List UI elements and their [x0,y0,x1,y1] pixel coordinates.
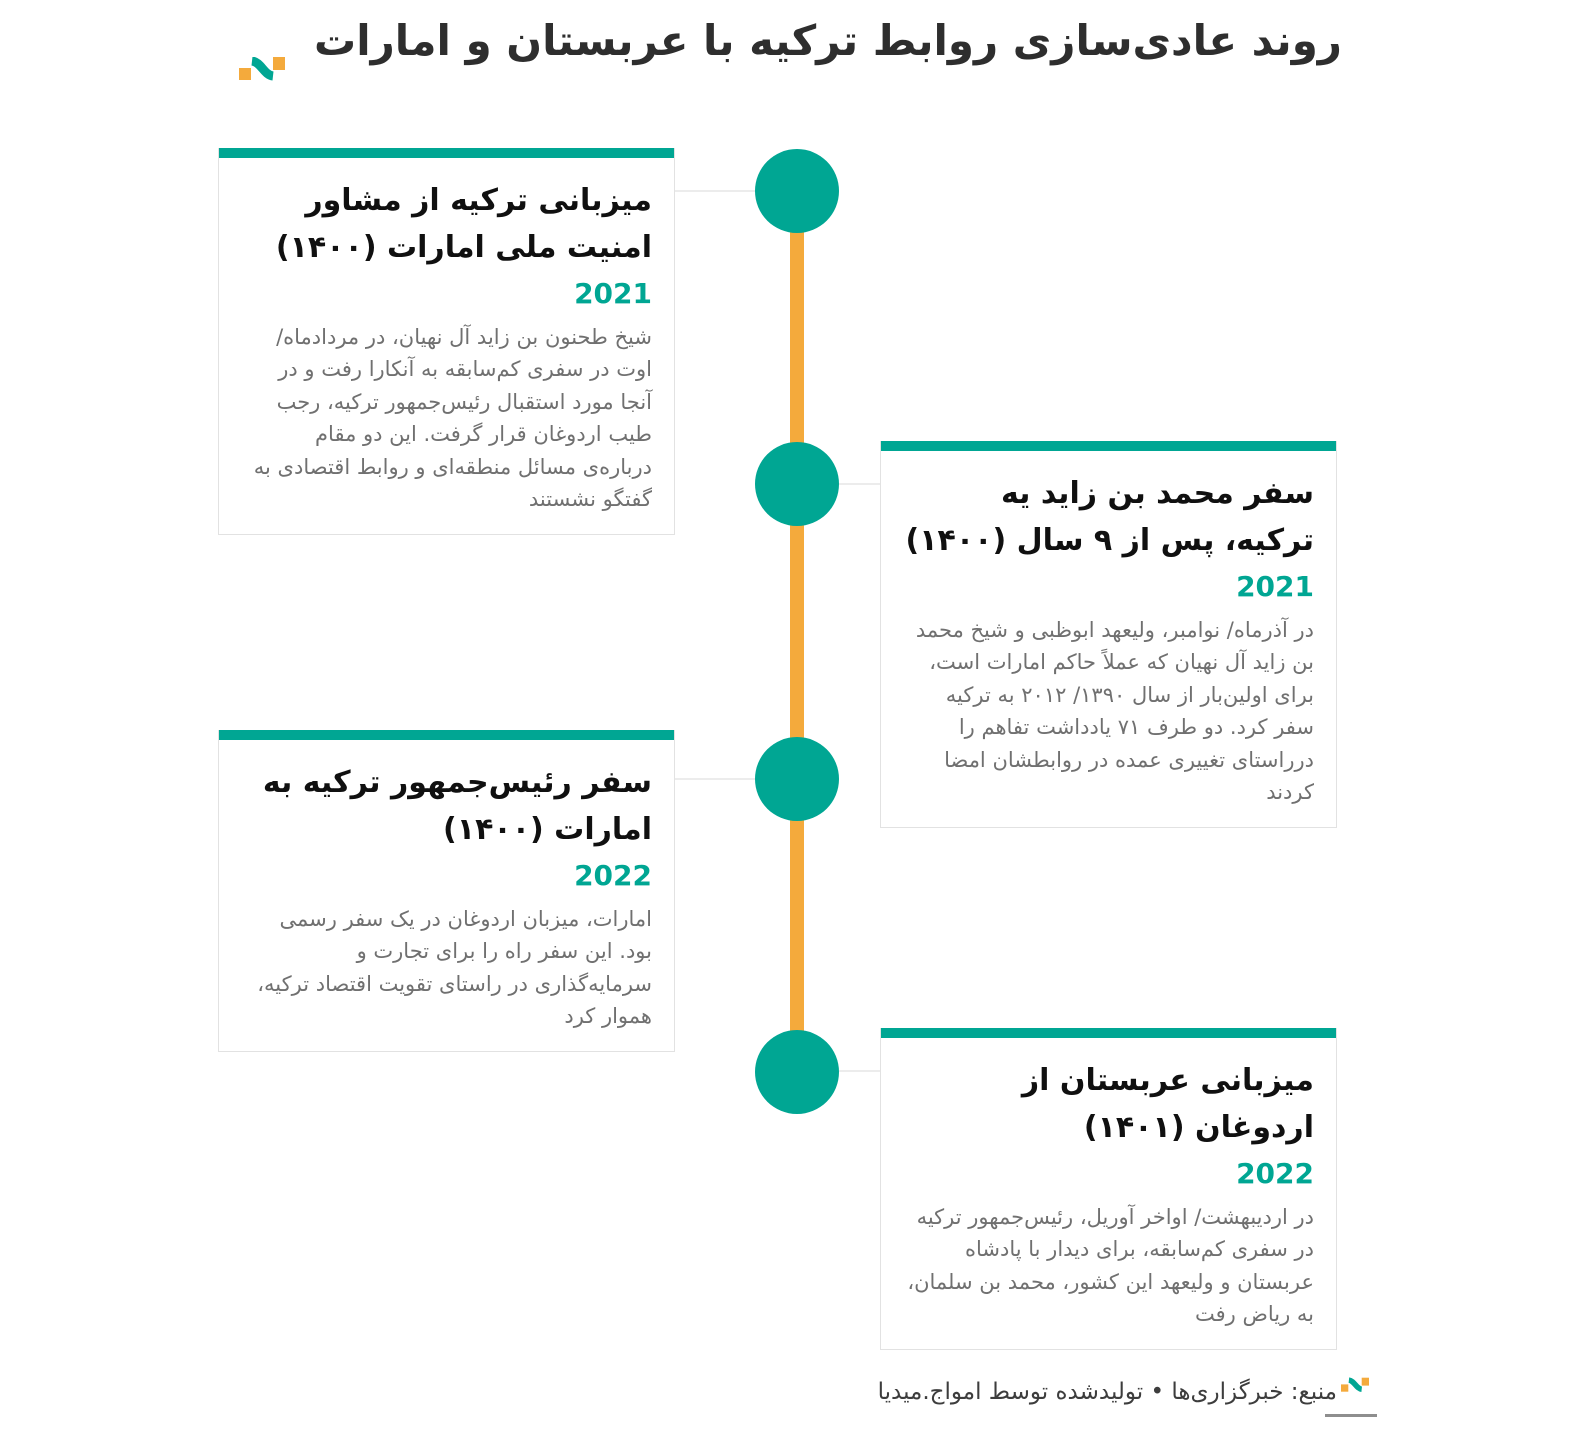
timeline-dot-3 [755,737,839,821]
event-year: 2022 [1236,1157,1314,1190]
card-accent-bar [881,441,1336,451]
event-year: 2021 [574,277,652,310]
timeline-dot-4 [755,1030,839,1114]
event-description: در آذرماه/ نوامبر، ولیعهد ابوظبی و شیخ محمد بن زاید آل نهیان که عملاً حاکم امارات است، برای اولین‌بار از سال ۱۳۹۰/ ۲۰۱۲ به ترکیه سفر کرد. دو طرف ۷۱ یادداشت تفاهم را درراستای تغییری عمده در روابطشان امضا کردند [915,617,1314,805]
event-title: میزبانی ترکیه از مشاور امنیت ملی امارات (۱۴۰۰) [275,183,652,265]
amwaj-logo-link[interactable] [1341,1377,1369,1393]
event-description: امارات، میزبان اردوغان در یک سفر رسمی بود. این سفر راه را برای تجارت و سرمایه‌گذاری در راستای تقویت اقتصاد ترکیه، هموار کرد [257,906,652,1029]
card-accent-bar [881,1028,1336,1038]
event-title: سفر رئیس‌جمهور ترکیه به امارات (۱۴۰۰) [262,765,652,847]
footer-logo-underline [1325,1414,1377,1417]
timeline-dot-2 [755,442,839,526]
timeline-line [790,191,804,1072]
connector-line-2 [839,483,880,485]
event-description: شیخ طحنون بن زاید آل نهیان، در مردادماه/ اوت در سفری کم‌سابقه به آنکارا رفت و در آنجا مورد استقبال رئیس‌جمهور ترکیه، رجب طیب اردوغان قرار گرفت. این دو مقام درباره‌ی مسائل منطقه‌ای و روابط اقتصادی به گفتگو نشستند [253,324,652,512]
event-title: سفر محمد بن زاید یه ترکیه، پس از ۹ سال (۱۴۰۰) [905,476,1314,558]
timeline-dot-1 [755,149,839,233]
source-note: منبع: خبرگزاری‌ها • تولیدشده توسط امواج.میدیا [877,1379,1337,1405]
amwaj-logo-icon [1341,1377,1369,1393]
event-card-2 [880,441,1337,828]
event-card-3 [218,730,675,1052]
event-card-1 [218,148,675,535]
event-year: 2022 [574,859,652,892]
page-title: روند عادی‌سازی روابط ترکیه با عربستان و امارات [314,16,1342,65]
connector-line-4 [839,1070,880,1072]
event-description: در اردیبهشت/ اواخر آوریل، رئیس‌جمهور ترکیه در سفری کم‌سابقه، برای دیدار با پادشاه عربستان و ولیعهد این کشور، محمد بن سلمان، به ریاض رفت [907,1204,1314,1327]
connector-line-1 [675,190,755,192]
event-year: 2021 [1236,570,1314,603]
event-title: میزبانی عربستان از اردوغان (۱۴۰۱) [1021,1063,1314,1145]
card-accent-bar [219,730,674,740]
connector-line-3 [675,778,755,780]
card-accent-bar [219,148,674,158]
event-card-4 [880,1028,1337,1350]
